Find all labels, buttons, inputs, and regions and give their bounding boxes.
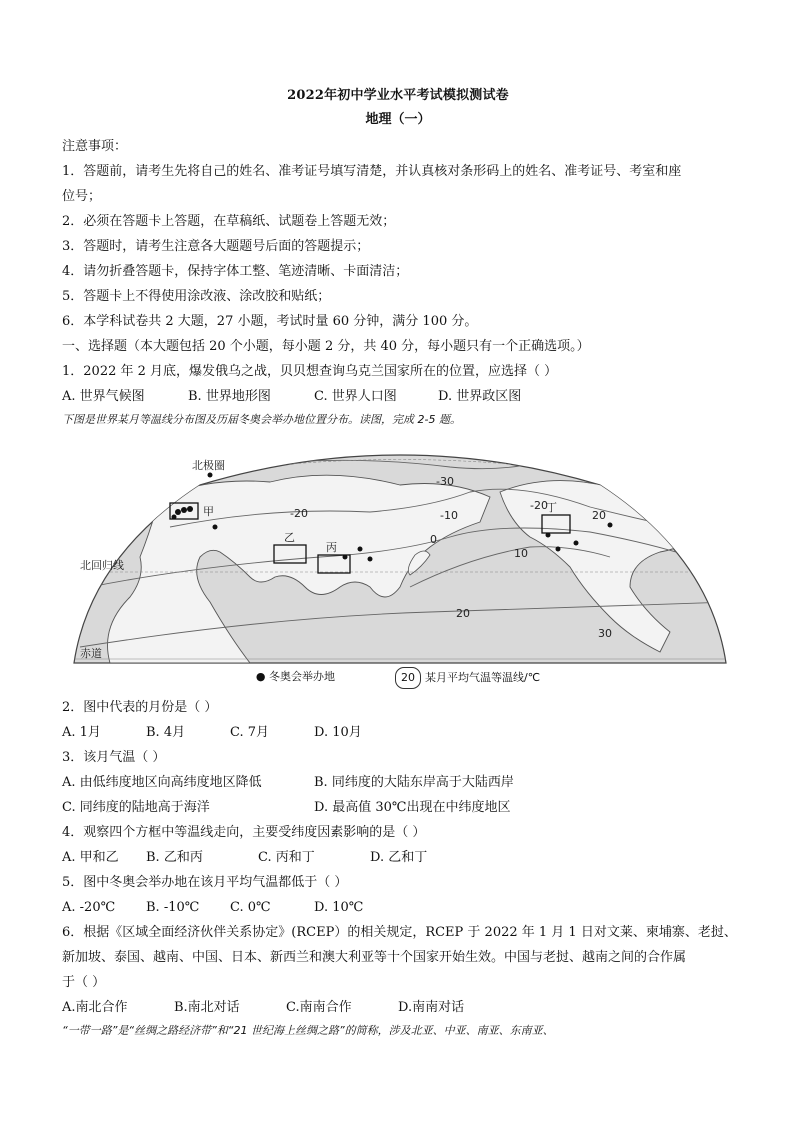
isotherm-label: 0 xyxy=(430,533,437,546)
host-city-dot xyxy=(574,541,579,546)
option-a: A. 世界气候图 xyxy=(62,389,145,404)
question-3-options-row1 xyxy=(62,770,734,795)
note-item: 6．本学科试卷共 2 大题，27 小题，考试时量 60 分钟，满分 100 分。 xyxy=(62,314,478,329)
legend-isotherm xyxy=(395,667,540,689)
option-a: A. -20℃ xyxy=(62,900,116,915)
question-6-stem-line: 新加坡、泰国、越南、中国、日本、新西兰和澳大利亚等十个国家开始生效。中国与老挝、越南之间的合作属 xyxy=(62,950,687,965)
note-item: 2．必须在答题卡上答题，在草稿纸、试题卷上答题无效； xyxy=(62,214,396,229)
option-b: B. 世界地形图 xyxy=(188,389,271,404)
option-a: A. 由低纬度地区向高纬度地区降低 xyxy=(62,775,262,790)
host-city-dot xyxy=(208,473,213,478)
option-b: B. -10℃ xyxy=(146,900,200,915)
legend-isotherm-sample: 20 xyxy=(395,667,421,689)
option-d: D. 乙和丁 xyxy=(370,850,428,865)
arctic-circle-label: 北极圈 xyxy=(192,459,225,472)
option-b: B. 同纬度的大陆东岸高于大陆西岸 xyxy=(314,775,514,790)
host-city-dot xyxy=(608,523,613,528)
host-city-dot xyxy=(187,506,193,512)
page-subtitle: 地理（一） xyxy=(365,112,431,127)
question-4-options xyxy=(62,845,734,870)
isotherm-label: -10 xyxy=(440,509,458,522)
isotherm-label: -30 xyxy=(436,475,454,488)
note-item: 4．请勿折叠答题卡，保持字体工整、笔迹清晰、卡面清洁； xyxy=(62,264,409,279)
box-bing-label: 丙 xyxy=(326,541,337,554)
note-item: 5．答题卡上不得使用涂改液、涂改胶和贴纸； xyxy=(62,289,331,304)
box-yi-label: 乙 xyxy=(284,531,295,544)
section-heading: 一、选择题（本大题包括 20 个小题，每小题 2 分，共 40 分，每小题只有一个正确选项。） xyxy=(62,339,590,354)
question-1-options xyxy=(62,384,734,409)
option-b: B. 乙和丙 xyxy=(146,850,203,865)
option-a: A.南北合作 xyxy=(62,1000,128,1015)
option-d: D.南南对话 xyxy=(398,1000,465,1015)
question-2-stem: 2．图中代表的月份是（ ） xyxy=(62,700,218,715)
question-6-stem-line: 于（ ） xyxy=(62,975,106,990)
host-city-dot xyxy=(358,547,363,552)
option-a: A. 1月 xyxy=(62,725,101,740)
isotherm-label: 10 xyxy=(514,547,528,560)
isotherm-label: -20 xyxy=(530,499,548,512)
question-4-stem: 4．观察四个方框中等温线走向，主要受纬度因素影响的是（ ） xyxy=(62,825,426,840)
question-1-stem: 1．2022 年 2 月底，爆发俄乌之战，贝贝想查询乌克兰国家所在的位置，应选择（ ） xyxy=(62,364,558,379)
host-city-dot xyxy=(556,547,561,552)
note-item: 3．答题时，请考生注意各大题题号后面的答题提示； xyxy=(62,239,370,254)
host-city-dot xyxy=(368,557,373,562)
world-isotherm-map xyxy=(70,437,730,665)
option-c: C. 丙和丁 xyxy=(258,850,315,865)
host-city-dot xyxy=(213,525,218,530)
exam-page xyxy=(62,84,737,1042)
option-d: D. 最高值 30℃出现在中纬度地区 xyxy=(314,800,511,815)
host-city-dot xyxy=(343,555,348,560)
isotherm-label: -20 xyxy=(290,507,308,520)
notes-heading: 注意事项： xyxy=(62,139,128,154)
question-5-stem: 5．图中冬奥会举办地在该月平均气温都低于（ ） xyxy=(62,875,348,890)
legend-isotherm-text: 某月平均气温等温线/℃ xyxy=(425,671,541,684)
next-passage-intro: “一带一路”是“丝绸之路经济带”和“21 世纪海上丝绸之路”的简称，涉及北亚、中亚、南亚、东南亚、 xyxy=(62,1024,554,1037)
question-3-stem: 3．该月气温（ ） xyxy=(62,750,166,765)
option-b: B.南北对话 xyxy=(174,1000,240,1015)
host-city-dot xyxy=(172,515,177,520)
note-item: 位号； xyxy=(62,189,102,204)
option-c: C. 同纬度的陆地高于海洋 xyxy=(62,800,210,815)
option-b: B. 4月 xyxy=(146,725,186,740)
map-legend xyxy=(62,667,734,689)
isotherm-label: 20 xyxy=(592,509,606,522)
question-6-stem-line: 6．根据《区域全面经济伙伴关系协定》(RCEP）的相关规定，RCEP 于 2022 年 1 月 1 日对文莱、柬埔寨、老挝、 xyxy=(62,925,737,940)
option-d: D. 世界政区图 xyxy=(438,389,522,404)
question-2-options xyxy=(62,720,734,745)
option-d: D. 10℃ xyxy=(314,900,364,915)
question-3-options-row2 xyxy=(62,795,734,820)
option-c: C.南南合作 xyxy=(286,1000,352,1015)
host-city-dot xyxy=(175,509,181,515)
question-5-options xyxy=(62,895,734,920)
isotherm-label: 20 xyxy=(456,607,470,620)
isotherm-label: 30 xyxy=(598,627,612,640)
option-a: A. 甲和乙 xyxy=(62,850,119,865)
option-c: C. 7月 xyxy=(230,725,270,740)
option-c: C. 世界人口图 xyxy=(314,389,397,404)
box-jia-label: 甲 xyxy=(203,505,214,518)
host-city-dot xyxy=(181,507,187,513)
legend-host-city: ● 冬奥会举办地 xyxy=(255,670,336,683)
tropic-label: 北回归线 xyxy=(80,559,124,572)
greenland-landmass xyxy=(630,466,690,493)
option-d: D. 10月 xyxy=(314,725,362,740)
question-6-options xyxy=(62,995,734,1020)
note-item: 1．答题前，请考生先将自己的姓名、准考证号填写清楚，并认真核对条形码上的姓名、准考证号、考室和座 xyxy=(62,164,682,179)
box-ding-label: 丁 xyxy=(546,501,557,514)
host-city-dot xyxy=(546,533,551,538)
map-intro: 下图是世界某月等温线分布图及历届冬奥会举办地位置分布。读图，完成 2-5 题。 xyxy=(62,413,461,426)
map-figure xyxy=(70,437,730,665)
page-title: 2022年初中学业水平考试模拟测试卷 xyxy=(287,88,509,103)
equator-label: 赤道 xyxy=(80,647,102,660)
option-c: C. 0℃ xyxy=(230,900,271,915)
